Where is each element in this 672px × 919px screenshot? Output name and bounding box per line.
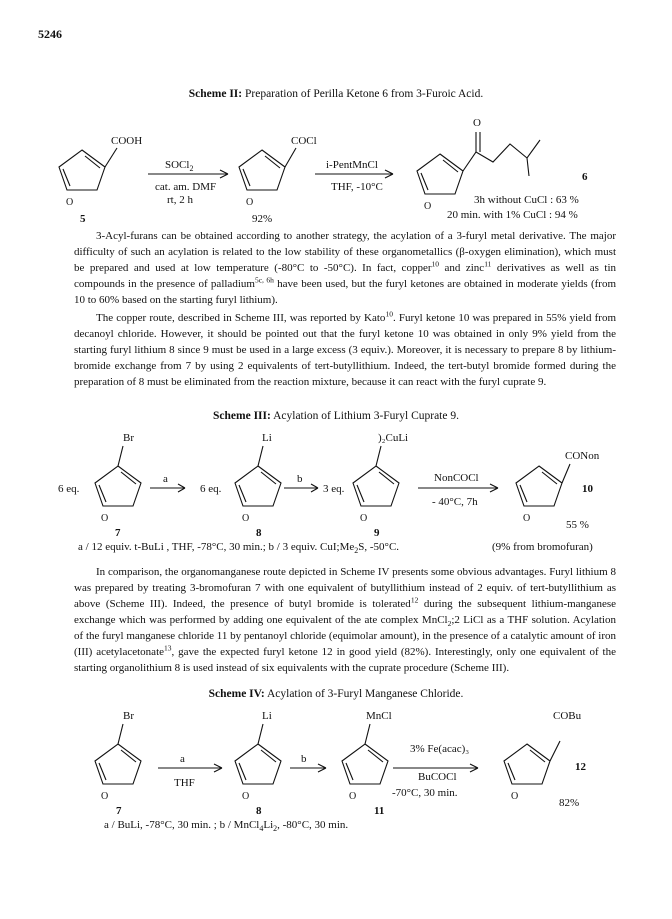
step-a: a (180, 753, 185, 765)
yield-92: 92% (252, 213, 273, 225)
compound-number-8: 8 (256, 527, 262, 539)
scheme-4-caption: Acylation of 3-Furyl Manganese Chloride. (264, 688, 464, 700)
ring-oxygen: O (511, 791, 519, 802)
scheme-4-label: Scheme IV: (208, 688, 265, 700)
furan-ring-8 (235, 466, 281, 506)
cuprate-label: )₂CuLi (378, 432, 409, 444)
ring-oxygen: O (523, 513, 531, 524)
paragraph-3: In comparison, the organomanganese route depicted in Scheme IV presents some obvious advantages. Furyl lithium 8 was prepared by treating 3-bromofuran 7 with one equivalent of butyllithium instead of 2 equiv. of tert-butyllithium as above (Scheme III). Indeed, the presence of butyl bromide is tolerated$^{12}$ during the subsequent lithium-manganese exchange which was performed by adding one equivalent of the ate complex MnCl$_2$;2 LiCl as a THF solution. Acylation of the furyl manganese chloride 11 by pentanoyl chloride (equimolar amount), in the presence of a catalytic amount of iron (III) acetylacetonate$^{13}$, gave the expected furyl ketone 12 in good yield (82%). Interestingly, only one equivalent of the starting organolithium 8 is used instead of six equivalents with the cuprate procedure (Scheme III). (74, 566, 616, 674)
equiv-6-a: 6 eq. (58, 483, 80, 495)
ring-oxygen: O (242, 791, 250, 802)
carbonyl-bond (476, 132, 480, 152)
reagent-ipentmncl: i-PentMnCl (326, 159, 378, 171)
scheme-2-title (0, 88, 672, 100)
furan-ring-12 (504, 744, 550, 784)
paragraph-1: 3-Acyl-furans can be obtained according to another strategy, the acylation of a 3-furyl metal derivative. The major difficulty of such an acylation is related to the low stability of these organometallics (β-oxygen elimination), which must be prepared and used at low temperature (-80°C to -50°C). In fact, copper$^{10}$ and zinc$^{11}$ derivatives as well as tin compounds in the presence of palladium$^{5c, 6h}$ have been used, but the furyl ketones are obtained in moderate yields (from 10 to 60% based on the starting furyl lithium). (74, 230, 617, 306)
ref-10: 10 (431, 259, 439, 269)
reagent-noncocl: NonCOCl (434, 472, 479, 484)
furan-ring-5 (59, 150, 105, 190)
carbonyl-oxygen: O (473, 117, 481, 129)
furan-ring-9 (353, 466, 399, 506)
ref-11: 11 (484, 259, 492, 269)
equiv-6-b: 6 eq. (200, 483, 222, 495)
condition-cat: cat. am. DMF (155, 181, 217, 193)
equiv-3: 3 eq. (323, 483, 345, 495)
page-number: 5246 (38, 27, 62, 41)
compound-number-7: 7 (115, 527, 121, 539)
compound-number-12: 12 (575, 761, 586, 773)
compound-number-8: 8 (256, 805, 262, 817)
condition-rt: rt, 2 h (167, 194, 193, 206)
furan-ring-10 (516, 466, 562, 506)
step-b: b (301, 753, 307, 765)
solvent-thf: THF (174, 777, 195, 789)
ref-5c: 5c, 6h (254, 275, 274, 285)
yield-from-bromofuran: (9% from bromofuran) (492, 541, 593, 553)
scheme-3-diagram (0, 426, 672, 556)
compound-number-5: 5 (80, 213, 86, 225)
furan-ring-11 (342, 744, 388, 784)
conon-label: CONon (565, 450, 600, 462)
condition-temp: -70°C, 30 min. (392, 787, 458, 799)
step-a: a (163, 473, 168, 485)
ring-oxygen: O (242, 513, 250, 524)
ring-oxygen: O (360, 513, 368, 524)
br-label: Br (123, 432, 134, 444)
cocl-label: COCl (291, 135, 317, 147)
compound-number-9: 9 (374, 527, 380, 539)
furan-ring-8 (235, 744, 281, 784)
scheme-2-caption: Preparation of Perilla Ketone 6 from 3-Furoic Acid. (242, 88, 484, 100)
reagent-socl2: SOCl$_2$ (165, 159, 194, 173)
ring-oxygen: O (66, 197, 74, 208)
ring-oxygen: O (349, 791, 357, 802)
ring-oxygen: O (424, 201, 432, 212)
scheme-3-label: Scheme III: (213, 410, 271, 422)
furan-ring-perilla-ketone (417, 154, 463, 194)
furan-ring-7 (95, 466, 141, 506)
scheme-2-label: Scheme II: (188, 88, 243, 100)
reagent-bucocl: BuCOCl (418, 771, 457, 783)
ref-10: 10 (385, 309, 393, 319)
ring-oxygen: O (101, 791, 109, 802)
yield-without-cucl: 3h without CuCl : 63 % (474, 194, 579, 206)
step-b: b (297, 473, 303, 485)
scheme-3-title (0, 410, 672, 422)
yield-82: 82% (559, 797, 580, 809)
furan-ring-7 (95, 744, 141, 784)
furan-ring-acid-chloride (239, 150, 285, 190)
li-label: Li (262, 710, 272, 722)
paragraph-2: The copper route, described in Scheme III, was reported by Kato$^{10}$. Furyl ketone 10 was prepared in 55% yield from decanoyl chloride. However, it should be pointed out that the furyl ketone 10 was obtained in only 9% yield from the starting furyl lithium 8 since 9 must be used in a large excess (3 equiv.). Moreover, it is necessary to prepare 8 by lithium-bromide exchange from 7 by using 2 equivalents of tert-butyllithium. Indeed, the tert-butyl bromide formed during the preparation of 8 must be eliminated from the reaction mixture, because it can react with the furyl cuprate 9. (74, 309, 617, 388)
bond (105, 148, 117, 167)
condition-temp: - 40°C, 7h (432, 496, 478, 508)
yield-with-cucl: 20 min. with 1% CuCl : 94 % (447, 209, 578, 221)
br-label: Br (123, 710, 134, 722)
condition-thf: THF, -10°C (331, 181, 383, 193)
ring-oxygen: O (101, 513, 109, 524)
ketone-side-chain (463, 140, 540, 176)
scheme-4-footnote: a / BuLi, -78°C, 30 min. ; b / $MnCl_4Li_2$, -80°C, 30 min. (104, 819, 349, 833)
ref-12: 12 (410, 595, 419, 605)
ref-13: 13 (164, 643, 172, 653)
mncl-label: MnCl (366, 710, 392, 722)
scheme-4-title (0, 688, 672, 700)
compound-number-11: 11 (374, 805, 385, 817)
reagent-fe-acac: 3% Fe(acac)₃ (410, 743, 470, 755)
cooh-label: COOH (111, 135, 143, 147)
scheme-2-diagram (0, 110, 672, 225)
scheme-3-footnote: a / 12 equiv. t-BuLi , THF, -78°C, 30 min.; b / 3 equiv. $CuI;Me_2S$, -50°C. (78, 541, 400, 555)
scheme-4-diagram (0, 704, 672, 834)
bond (285, 148, 296, 167)
compound-number-6: 6 (582, 171, 588, 183)
yield-55: 55 % (566, 519, 589, 531)
scheme-3-caption: Acylation of Lithium 3-Furyl Cuprate 9. (270, 410, 459, 422)
compound-number-7: 7 (116, 805, 122, 817)
compound-number-10: 10 (582, 483, 593, 495)
cobu-label: COBu (553, 710, 582, 722)
ring-oxygen: O (246, 197, 254, 208)
li-label: Li (262, 432, 272, 444)
